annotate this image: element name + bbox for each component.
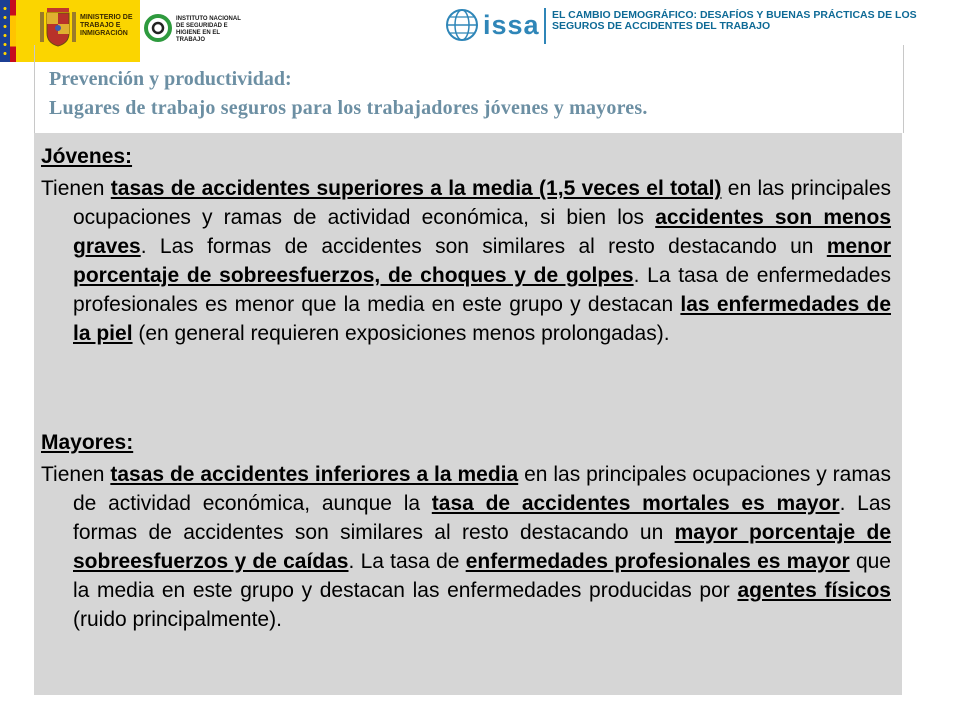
old-highlight-2: tasa de accidentes mortales es mayor <box>431 492 840 515</box>
coat-of-arms-icon <box>38 4 78 50</box>
old-highlight-3: mayor porcentaje de sobreesfuerzos y de caídas <box>73 521 892 573</box>
young-highlight-3: menor porcentaje de sobreesfuerzos, de choques y de golpes <box>73 235 891 287</box>
old-text-4: . La tasa de <box>348 550 466 573</box>
old-highlight-5: agentes físicos <box>737 579 891 602</box>
young-highlight-2: accidentes son menos graves <box>73 206 892 258</box>
issa-subtitle: EL CAMBIO DEMOGRÁFICO: DESAFÍOS Y BUENAS PRÁCTICAS DE LOS SEGUROS DE ACCIDENTES DEL TRABAJO <box>552 9 917 32</box>
old-highlight-1: tasas de accidentes inferiores a la media <box>110 463 519 486</box>
young-highlight-1: tasas de accidentes superiores a la media (1,5 veces el total) <box>110 177 722 200</box>
issa-divider <box>544 8 546 44</box>
old-text-1: Tienen <box>41 463 111 486</box>
ministry-name: MINISTERIO DE TRABAJO E INMIGRACIÓN <box>80 14 133 37</box>
title-line-1: Prevención y productividad: <box>49 68 292 90</box>
old-heading: Mayores: <box>41 431 134 454</box>
young-text-2: en las principales ocupaciones y ramas de actividad económica, si bien los <box>73 177 892 229</box>
eu-stars-icon <box>1 4 9 58</box>
young-text-5: (en general requieren exposiciones menos prolongadas). <box>132 322 670 345</box>
young-text-1: Tienen <box>41 177 111 200</box>
old-highlight-4: enfermedades profesionales es mayor <box>465 550 850 573</box>
young-highlight-4: las enfermedades de la piel <box>73 293 891 345</box>
old-text-5: que la media en este grupo y destacan las enfermedades producidas por <box>73 550 891 602</box>
old-paragraph <box>41 460 891 634</box>
title-line-2: Lugares de trabajo seguros para los trabajadores jóvenes y mayores. <box>49 97 648 119</box>
young-text-3: . Las formas de accidentes son similares al resto destacando un <box>140 235 827 258</box>
issa-logo-text: issa <box>483 10 540 40</box>
old-text-3: . Las formas de accidentes son similares al resto destacando un <box>73 492 892 544</box>
young-heading: Jóvenes: <box>41 145 133 168</box>
young-paragraph <box>41 174 891 348</box>
issa-globe-icon <box>445 8 479 42</box>
young-text-4: . La tasa de enfermedades profesionales es menor que la media en este grupo y destacan <box>73 264 891 316</box>
insht-emblem-icon <box>144 14 172 42</box>
old-text-2: en las principales ocupaciones y ramas de actividad económica, aunque la <box>73 463 891 515</box>
eu-flag <box>0 0 10 62</box>
old-text-6: (ruido principalmente). <box>73 608 282 631</box>
insht-name: INSTITUTO NACIONAL DE SEGURIDAD E HIGIENE EN EL TRABAJO <box>176 16 241 43</box>
content-panel <box>34 133 902 695</box>
slide-title <box>34 45 904 133</box>
